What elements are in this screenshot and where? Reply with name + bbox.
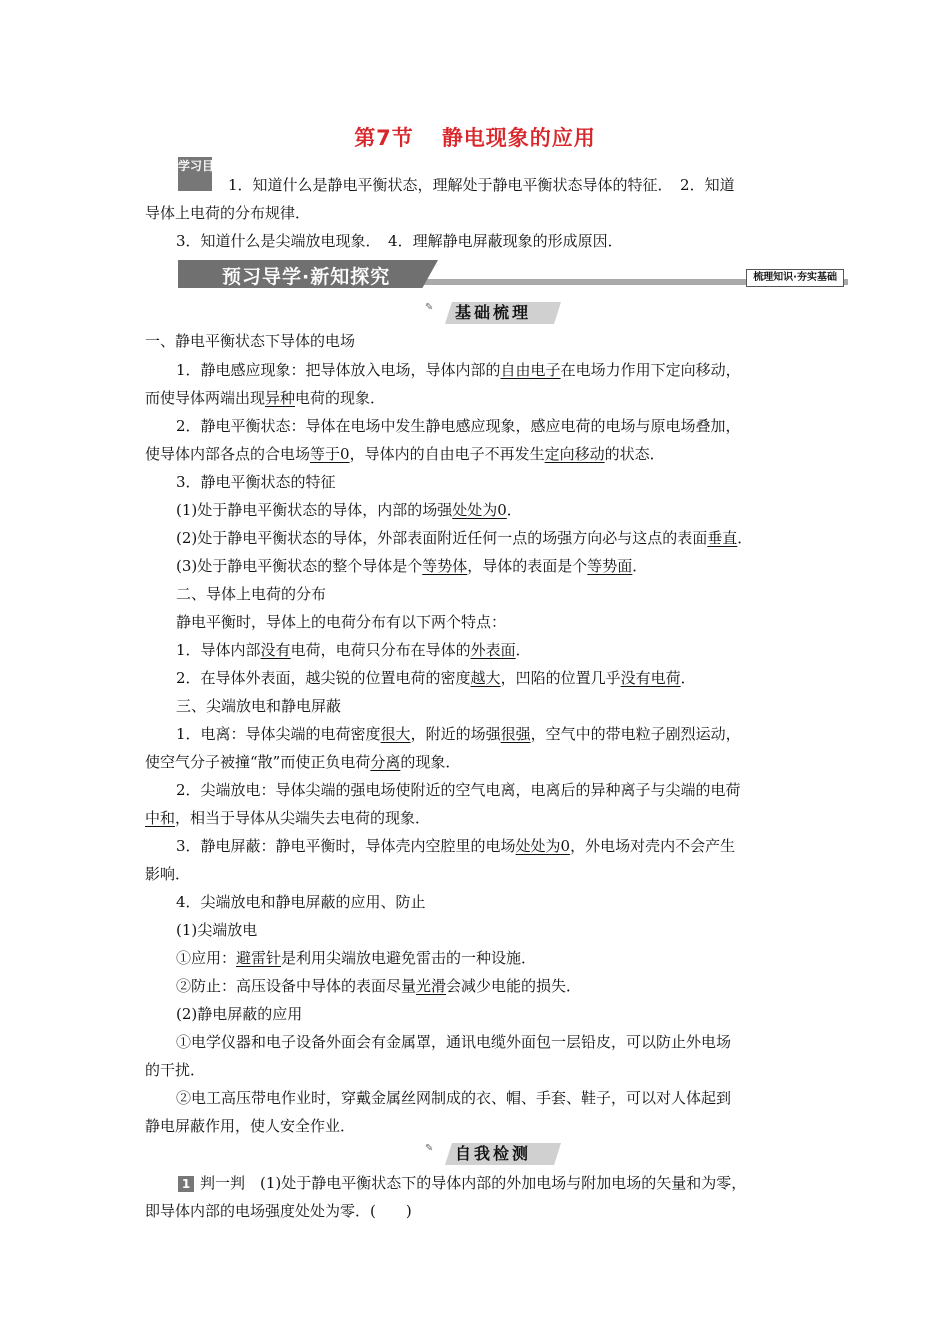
paragraph: (1)尖端放电 bbox=[176, 921, 258, 939]
question-1-cont: 即导体内部的电场强度处处为零．( ) bbox=[145, 1202, 412, 1220]
paragraph: 3．静电屏蔽：静电平衡时，导体壳内空腔里的电场处处为0，外电场对壳内不会产生 bbox=[176, 837, 736, 855]
paragraph: 使导体内部各点的合电场等于0，导体内的自由电子不再发生定向移动的状态． bbox=[145, 445, 665, 463]
paragraph: 4．尖端放电和静电屏蔽的应用、防止 bbox=[176, 893, 426, 911]
paragraph: (1)处于静电平衡状态的导体，内部的场强处处为0． bbox=[176, 501, 522, 519]
page-title: 第7节 静电现象的应用 bbox=[354, 126, 596, 150]
paragraph: 影响． bbox=[145, 865, 191, 883]
objective-line: 3．知道什么是尖端放电现象． 4．理解静电屏蔽现象的形成原因． bbox=[176, 232, 623, 250]
section-heading-basics: ✎ 基础梳理 bbox=[425, 300, 565, 326]
paragraph: (2)静电屏蔽的应用 bbox=[176, 1005, 303, 1023]
banner-right-label: 梳理知识·夯实基础 bbox=[746, 269, 844, 287]
paragraph: 2．尖端放电：导体尖端的强电场使附近的空气电离，电离后的异种离子与尖端的电荷 bbox=[176, 781, 741, 799]
heading-1: 一、静电平衡状态下导体的电场 bbox=[145, 332, 356, 350]
paragraph: 3．静电平衡状态的特征 bbox=[176, 473, 336, 491]
paragraph: 中和，相当于导体从尖端失去电荷的现象． bbox=[145, 809, 431, 827]
paragraph: 1．导体内部没有电荷，电荷只分布在导体的外表面． bbox=[176, 641, 531, 659]
paragraph: ②电工高压带电作业时，穿戴金属丝网制成的衣、帽、手套、鞋子，可以对人体起到 bbox=[176, 1089, 732, 1107]
paragraph: ②防止：高压设备中导体的表面尽量光滑会减少电能的损失． bbox=[176, 977, 582, 995]
paragraph: 1．电离：导体尖端的电荷密度很大，附近的场强很强，空气中的带电粒子剧烈运动， bbox=[176, 725, 741, 743]
paragraph: ①应用：避雷针是利用尖端放电避免雷击的一种设施． bbox=[176, 949, 537, 967]
heading-2: 二、导体上电荷的分布 bbox=[176, 585, 327, 603]
paragraph: 静电平衡时，导体上的电荷分布有以下两个特点： bbox=[176, 613, 507, 631]
section-heading-selfcheck: ✎ 自我检测 bbox=[425, 1141, 565, 1167]
question-number-badge: 1 bbox=[178, 1176, 194, 1192]
objectives-badge: 学习目标 bbox=[178, 157, 212, 191]
section-banner bbox=[178, 260, 848, 288]
question-1: 1 判一判 (1)处于静电平衡状态下的导体内部的外加电场与附加电场的矢量和为零， bbox=[178, 1172, 746, 1194]
pen-icon: ✎ bbox=[425, 302, 434, 313]
paragraph: (3)处于静电平衡状态的整个导体是个等势体，导体的表面是个等势面． bbox=[176, 557, 648, 575]
paragraph: 2．在导体外表面，越尖锐的位置电荷的密度越大，凹陷的位置几乎没有电荷． bbox=[176, 669, 696, 687]
paragraph: 使空气分子被撞“散”而使正负电荷分离的现象． bbox=[145, 753, 461, 771]
paragraph: 2．静电平衡状态：导体在电场中发生静电感应现象，感应电荷的电场与原电场叠加， bbox=[176, 417, 741, 435]
banner-label: 预习导学·新知探究 bbox=[222, 266, 391, 288]
objective-line: 导体上电荷的分布规律． bbox=[145, 204, 311, 222]
paragraph: 而使导体两端出现异种电荷的现象． bbox=[145, 389, 386, 407]
heading-3: 三、尖端放电和静电屏蔽 bbox=[176, 697, 342, 715]
paragraph: 1．静电感应现象：把导体放入电场，导体内部的自由电子在电场力作用下定向移动， bbox=[176, 361, 741, 379]
pen-icon: ✎ bbox=[425, 1143, 434, 1154]
paragraph: (2)处于静电平衡状态的导体，外部表面附近任何一点的场强方向必与这点的表面垂直． bbox=[176, 529, 753, 547]
paragraph: 静电屏蔽作用，使人安全作业． bbox=[145, 1117, 356, 1135]
objective-line: 1．知道什么是静电平衡状态，理解处于静电平衡状态导体的特征． 2．知道 bbox=[228, 176, 735, 194]
paragraph: ①电学仪器和电子设备外面会有金属罩，通讯电缆外面包一层铅皮，可以防止外电场 bbox=[176, 1033, 732, 1051]
paragraph: 的干扰． bbox=[145, 1061, 206, 1079]
